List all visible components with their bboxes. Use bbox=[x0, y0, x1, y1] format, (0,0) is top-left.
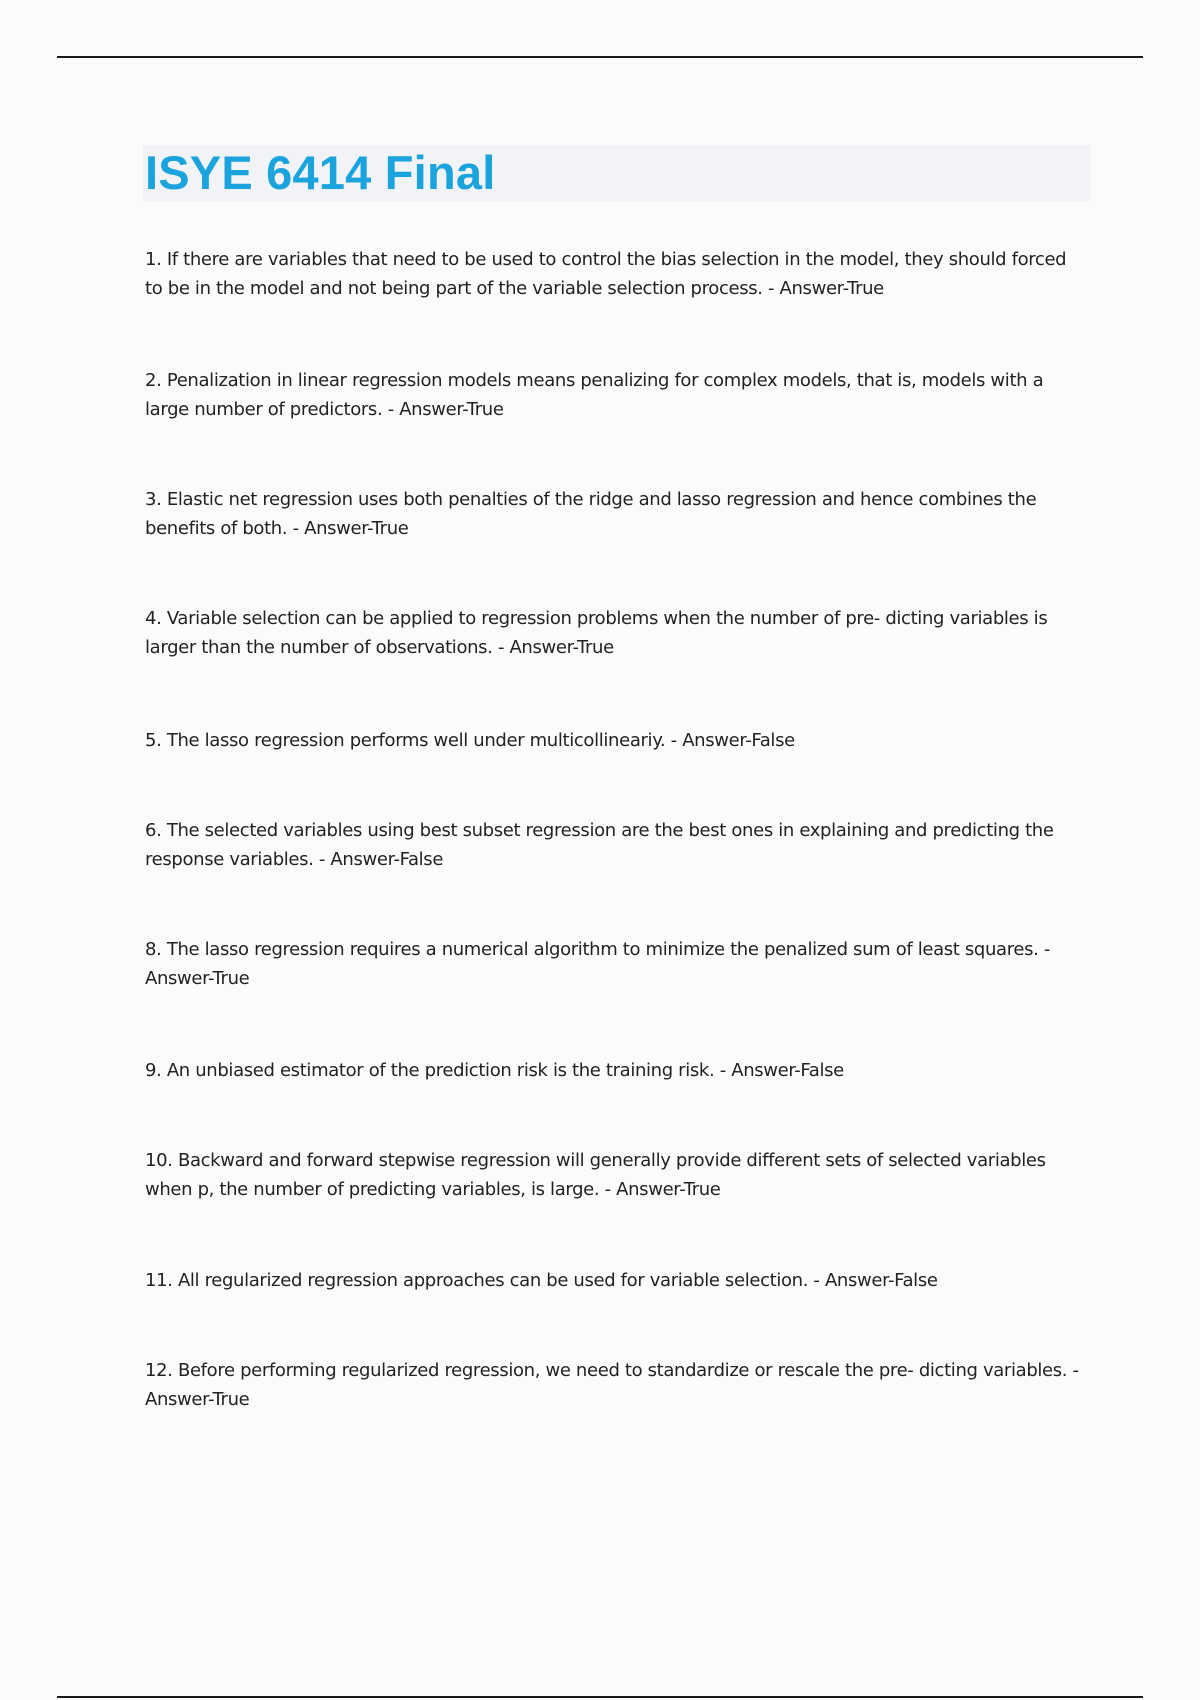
question-6: 6. The selected variables using best subset regression are the best ones in explaining and predicting the response variables. - Answer-False bbox=[145, 820, 1054, 870]
question-5: 5. The lasso regression performs well under multicollineariy. - Answer-False bbox=[145, 730, 795, 751]
question-12: 12. Before performing regularized regression, we need to standardize or rescale the pre- dicting variables. - Answer-True bbox=[145, 1360, 1079, 1410]
question-8: 8. The lasso regression requires a numerical algorithm to minimize the penalized sum of least squares. - Answer-True bbox=[145, 939, 1051, 989]
question-9: 9. An unbiased estimator of the prediction risk is the training risk. - Answer-False bbox=[145, 1060, 844, 1081]
question-4: 4. Variable selection can be applied to regression problems when the number of pre- dicting variables is larger than the number of observations. - Answer-True bbox=[145, 608, 1048, 658]
question-1: 1. If there are variables that need to be used to control the bias selection in the model, they should forced to be in the model and not being part of the variable selection process. - Answer-True bbox=[145, 249, 1067, 299]
bottom-rule bbox=[57, 1696, 1143, 1698]
top-rule bbox=[57, 56, 1143, 58]
question-11: 11. All regularized regression approaches can be used for variable selection. - Answer-False bbox=[145, 1270, 938, 1291]
question-10: 10. Backward and forward stepwise regression will generally provide different sets of selected variables when p, the number of predicting variables, is large. - Answer-True bbox=[145, 1150, 1046, 1200]
question-3: 3. Elastic net regression uses both penalties of the ridge and lasso regression and hence combines the benefits of both. - Answer-True bbox=[145, 489, 1037, 539]
question-2: 2. Penalization in linear regression models means penalizing for complex models, that is, models with a large number of predictors. - Answer-True bbox=[145, 370, 1044, 420]
document-title: ISYE 6414 Final bbox=[145, 146, 496, 199]
